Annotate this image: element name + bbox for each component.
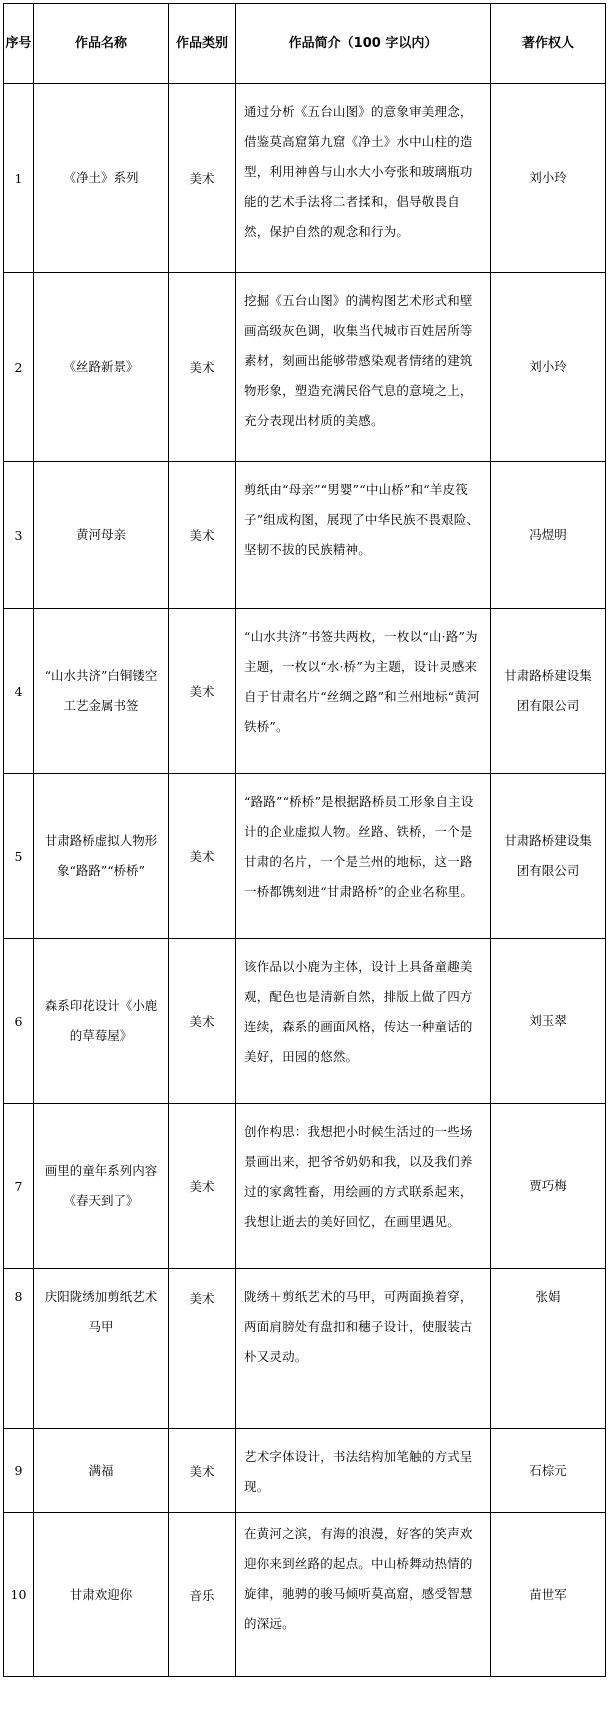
table-row xyxy=(4,774,606,939)
row-intro: 剪纸由“母亲”“男婴”“中山桥”和“羊皮筏子”组成构图，展现了中华民族不畏艰险、坚韧不拔的民族精神。 xyxy=(236,462,491,609)
table-row xyxy=(4,273,606,462)
row-intro: 陇绣＋剪纸艺术的马甲，可两面换着穿，两面肩膀处有盘扣和穗子设计，使服装古朴又灵动。 xyxy=(236,1269,491,1429)
row-owner: 甘肃路桥建设集团有限公司 xyxy=(491,774,606,939)
row-intro: “山水共济”书签共两枚，一枚以“山·路”为主题，一枚以“水·桥”为主题，设计灵感来自于甘肃名片“丝绸之路”和兰州地标“黄河铁桥”。 xyxy=(236,609,491,774)
row-owner: 张娟 xyxy=(491,1269,606,1429)
header-seq: 序号 xyxy=(4,4,34,84)
row-category: 美术 xyxy=(169,774,236,939)
row-category: 美术 xyxy=(169,273,236,462)
header-row xyxy=(4,4,606,84)
row-name: 《丝路新景》 xyxy=(34,273,169,462)
row-seq: 3 xyxy=(4,462,34,609)
table-row xyxy=(4,1269,606,1429)
table-row xyxy=(4,1513,606,1677)
row-name: 《净土》系列 xyxy=(34,84,169,273)
row-seq: 2 xyxy=(4,273,34,462)
row-owner: 刘玉翠 xyxy=(491,939,606,1104)
table-row xyxy=(4,1104,606,1269)
row-owner: 刘小玲 xyxy=(491,273,606,462)
row-owner: 甘肃路桥建设集团有限公司 xyxy=(491,609,606,774)
works-table xyxy=(3,3,606,1677)
row-category: 美术 xyxy=(169,609,236,774)
table-row xyxy=(4,462,606,609)
row-seq: 4 xyxy=(4,609,34,774)
row-seq: 9 xyxy=(4,1429,34,1513)
row-seq: 10 xyxy=(4,1513,34,1677)
row-seq: 6 xyxy=(4,939,34,1104)
row-category: 音乐 xyxy=(169,1513,236,1677)
row-name: 甘肃欢迎你 xyxy=(34,1513,169,1677)
row-intro: 挖掘《五台山图》的满构图艺术形式和壁画高级灰色调，收集当代城市百姓居所等素材，刻画出能够带感染观者情绪的建筑物形象，塑造充满民俗气息的意境之上，充分表现出材质的美感。 xyxy=(236,273,491,462)
row-owner: 刘小玲 xyxy=(491,84,606,273)
row-name: 森系印花设计《小鹿的草莓屋》 xyxy=(34,939,169,1104)
row-intro: 艺术字体设计，书法结构加笔触的方式呈现。 xyxy=(236,1429,491,1513)
header-owner: 著作权人 xyxy=(491,4,606,84)
row-seq: 1 xyxy=(4,84,34,273)
header-category: 作品类别 xyxy=(169,4,236,84)
row-intro: 在黄河之滨，有海的浪漫，好客的笑声欢迎你来到丝路的起点。中山桥舞动热情的旋律，驰骋的骏马倾听莫高窟，感受智慧的深远。 xyxy=(236,1513,491,1677)
row-intro: 该作品以小鹿为主体，设计上具备童趣美观，配色也是清新自然，排版上做了四方连续，森系的画面风格，传达一种童话的美好，田园的悠然。 xyxy=(236,939,491,1104)
row-seq: 7 xyxy=(4,1104,34,1269)
row-category: 美术 xyxy=(169,1104,236,1269)
row-name: 画里的童年系列内容《春天到了》 xyxy=(34,1104,169,1269)
row-owner: 苗世军 xyxy=(491,1513,606,1677)
table-row xyxy=(4,84,606,273)
table-row xyxy=(4,1429,606,1513)
row-seq: 5 xyxy=(4,774,34,939)
row-owner: 冯煜明 xyxy=(491,462,606,609)
table-row xyxy=(4,939,606,1104)
row-name: 庆阳陇绣加剪纸艺术马甲 xyxy=(34,1269,169,1429)
row-intro: 创作构思：我想把小时候生活过的一些场景画出来，把爷爷奶奶和我，以及我们养过的家禽牲畜，用绘画的方式联系起来，我想让逝去的美好回忆，在画里遇见。 xyxy=(236,1104,491,1269)
row-name: 黄河母亲 xyxy=(34,462,169,609)
row-name: “山水共济”白铜镂空工艺金属书签 xyxy=(34,609,169,774)
row-owner: 石棕元 xyxy=(491,1429,606,1513)
row-category: 美术 xyxy=(169,1429,236,1513)
header-intro: 作品简介（100 字以内） xyxy=(236,4,491,84)
row-category: 美术 xyxy=(169,84,236,273)
row-intro: 通过分析《五台山图》的意象审美理念，借鉴莫高窟第九窟《净土》水中山柱的造型，利用神兽与山水大小夸张和玻璃瓶功能的艺术手法将二者揉和，倡导敬畏自然，保护自然的观念和行为。 xyxy=(236,84,491,273)
row-seq: 8 xyxy=(4,1269,34,1429)
row-intro: “路路”“桥桥”是根据路桥员工形象自主设计的企业虚拟人物。丝路、铁桥，一个是甘肃的名片，一个是兰州的地标，这一路一桥都镌刻进“甘肃路桥”的企业名称里。 xyxy=(236,774,491,939)
header-name: 作品名称 xyxy=(34,4,169,84)
row-category: 美术 xyxy=(169,462,236,609)
row-owner: 贾巧梅 xyxy=(491,1104,606,1269)
row-name: 甘肃路桥虚拟人物形象“路路”“桥桥” xyxy=(34,774,169,939)
row-name: 满福 xyxy=(34,1429,169,1513)
row-category: 美术 xyxy=(169,939,236,1104)
row-category: 美术 xyxy=(169,1269,236,1429)
table-row xyxy=(4,609,606,774)
